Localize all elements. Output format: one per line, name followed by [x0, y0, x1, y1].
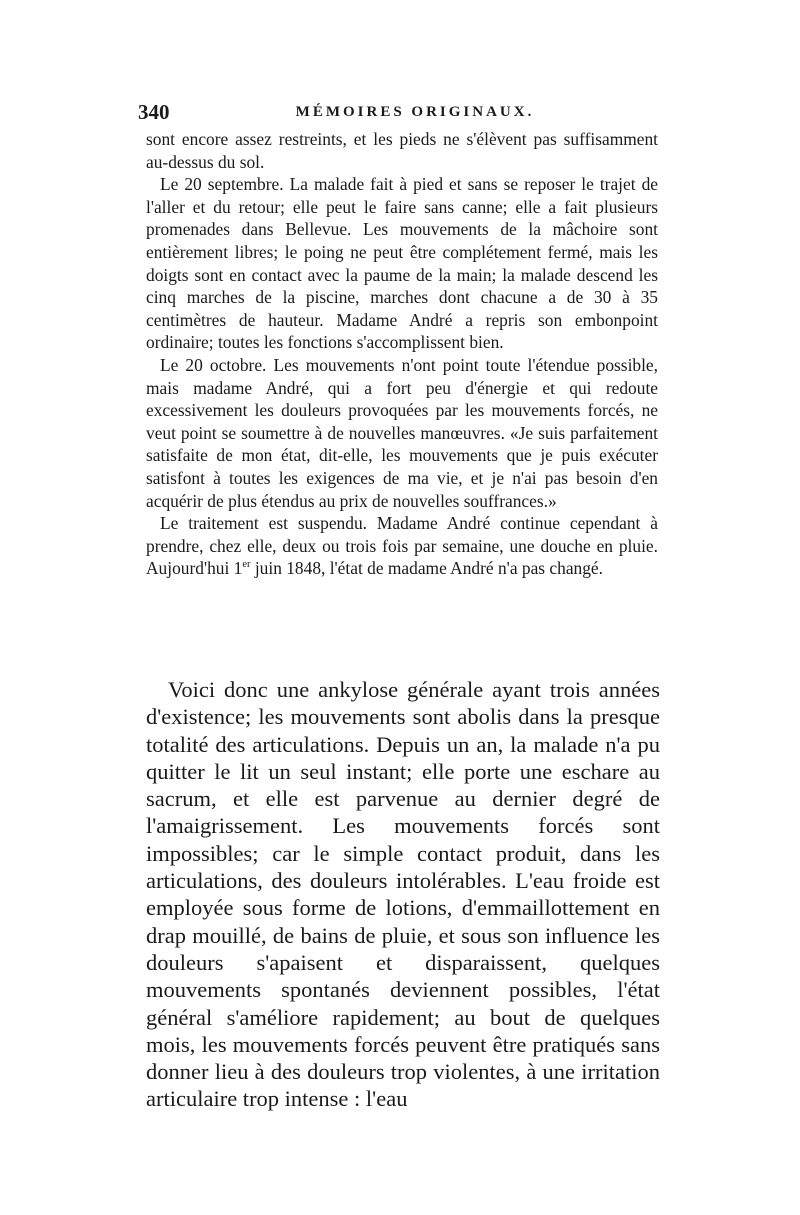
summary-paragraph: Voici donc une ankylose générale ayant trois années d'existence; les mouvements sont abolis dans la presque totalité des articulations. Depuis un an, la malade n'a pu quitter le lit un seul instant; elle porte une eschare au sacrum, et elle est parvenue au dernier degré de l'amaigrissement. Les mouvements forcés sont impossibles; car le simple contact produit, dans les articulations, des douleurs intolérables. L'eau froide est employée sous forme de lotions, d'emmaillottement en drap mouillé, de bains de pluie, et sous son influence les douleurs s'apaisent et disparaissent, quelques mouvements spontanés deviennent possibles, l'état général s'améliore rapidement; au bout de quelques mois, les mouvements forcés peuvent être pratiqués sans donner lieu à des douleurs trop violentes, à une irritation articulaire trop intense : l'eau [146, 677, 660, 1112]
continuation-paragraph: sont encore assez restreints, et les pieds ne s'élèvent pas suffisamment au-dessus du sol. [146, 129, 658, 172]
small-text-block [146, 128, 658, 580]
final-entry-part2: juin 1848, l'état de madame André n'a pas changé. [250, 558, 604, 579]
september-entry: Le 20 septembre. La malade fait à pied et sans se reposer le trajet de l'aller et du retour; elle peut le faire sans canne; elle a fait plusieurs promenades dans Bellevue. Les mouvements de la mâchoire sont entièrement libres; le poing ne peut être complétement fermé, mais les doigts sont en contact avec la paume de la main; la malade descend les cinq marches de la piscine, marches dont chacune a de 30 à 35 centimètres de hauteur. Madame André a repris son embonpoint ordinaire; toutes les fonctions s'accomplissent bien. [146, 174, 658, 353]
large-text-block [146, 676, 660, 1113]
page-number: 340 [138, 100, 170, 124]
final-entry-part1: Le traitement est suspendu. Madame André continue cependant à prendre, chez elle, deux ou trois fois par semaine, une douche en pluie. Aujourd'hui 1 [146, 513, 658, 579]
final-entry [146, 512, 658, 580]
final-entry-superscript: er [242, 559, 251, 571]
running-title: MÉMOIRES ORIGINAUX. [295, 104, 535, 120]
october-entry: Le 20 octobre. Les mouvements n'ont point toute l'étendue possible, mais madame André, qui a fort peu d'énergie et qui redoute excessivement les douleurs provoquées par les mouvements forcés, ne veut point se soumettre à de nouvelles manœuvres. «Je suis parfaitement satisfaite de mon état, dit-elle, les mouvements que je puis exécuter satisfont à toutes les exigences de ma vie, et je n'ai pas besoin d'en acquérir de plus étendus au prix de nouvelles souffrances.» [146, 354, 658, 511]
